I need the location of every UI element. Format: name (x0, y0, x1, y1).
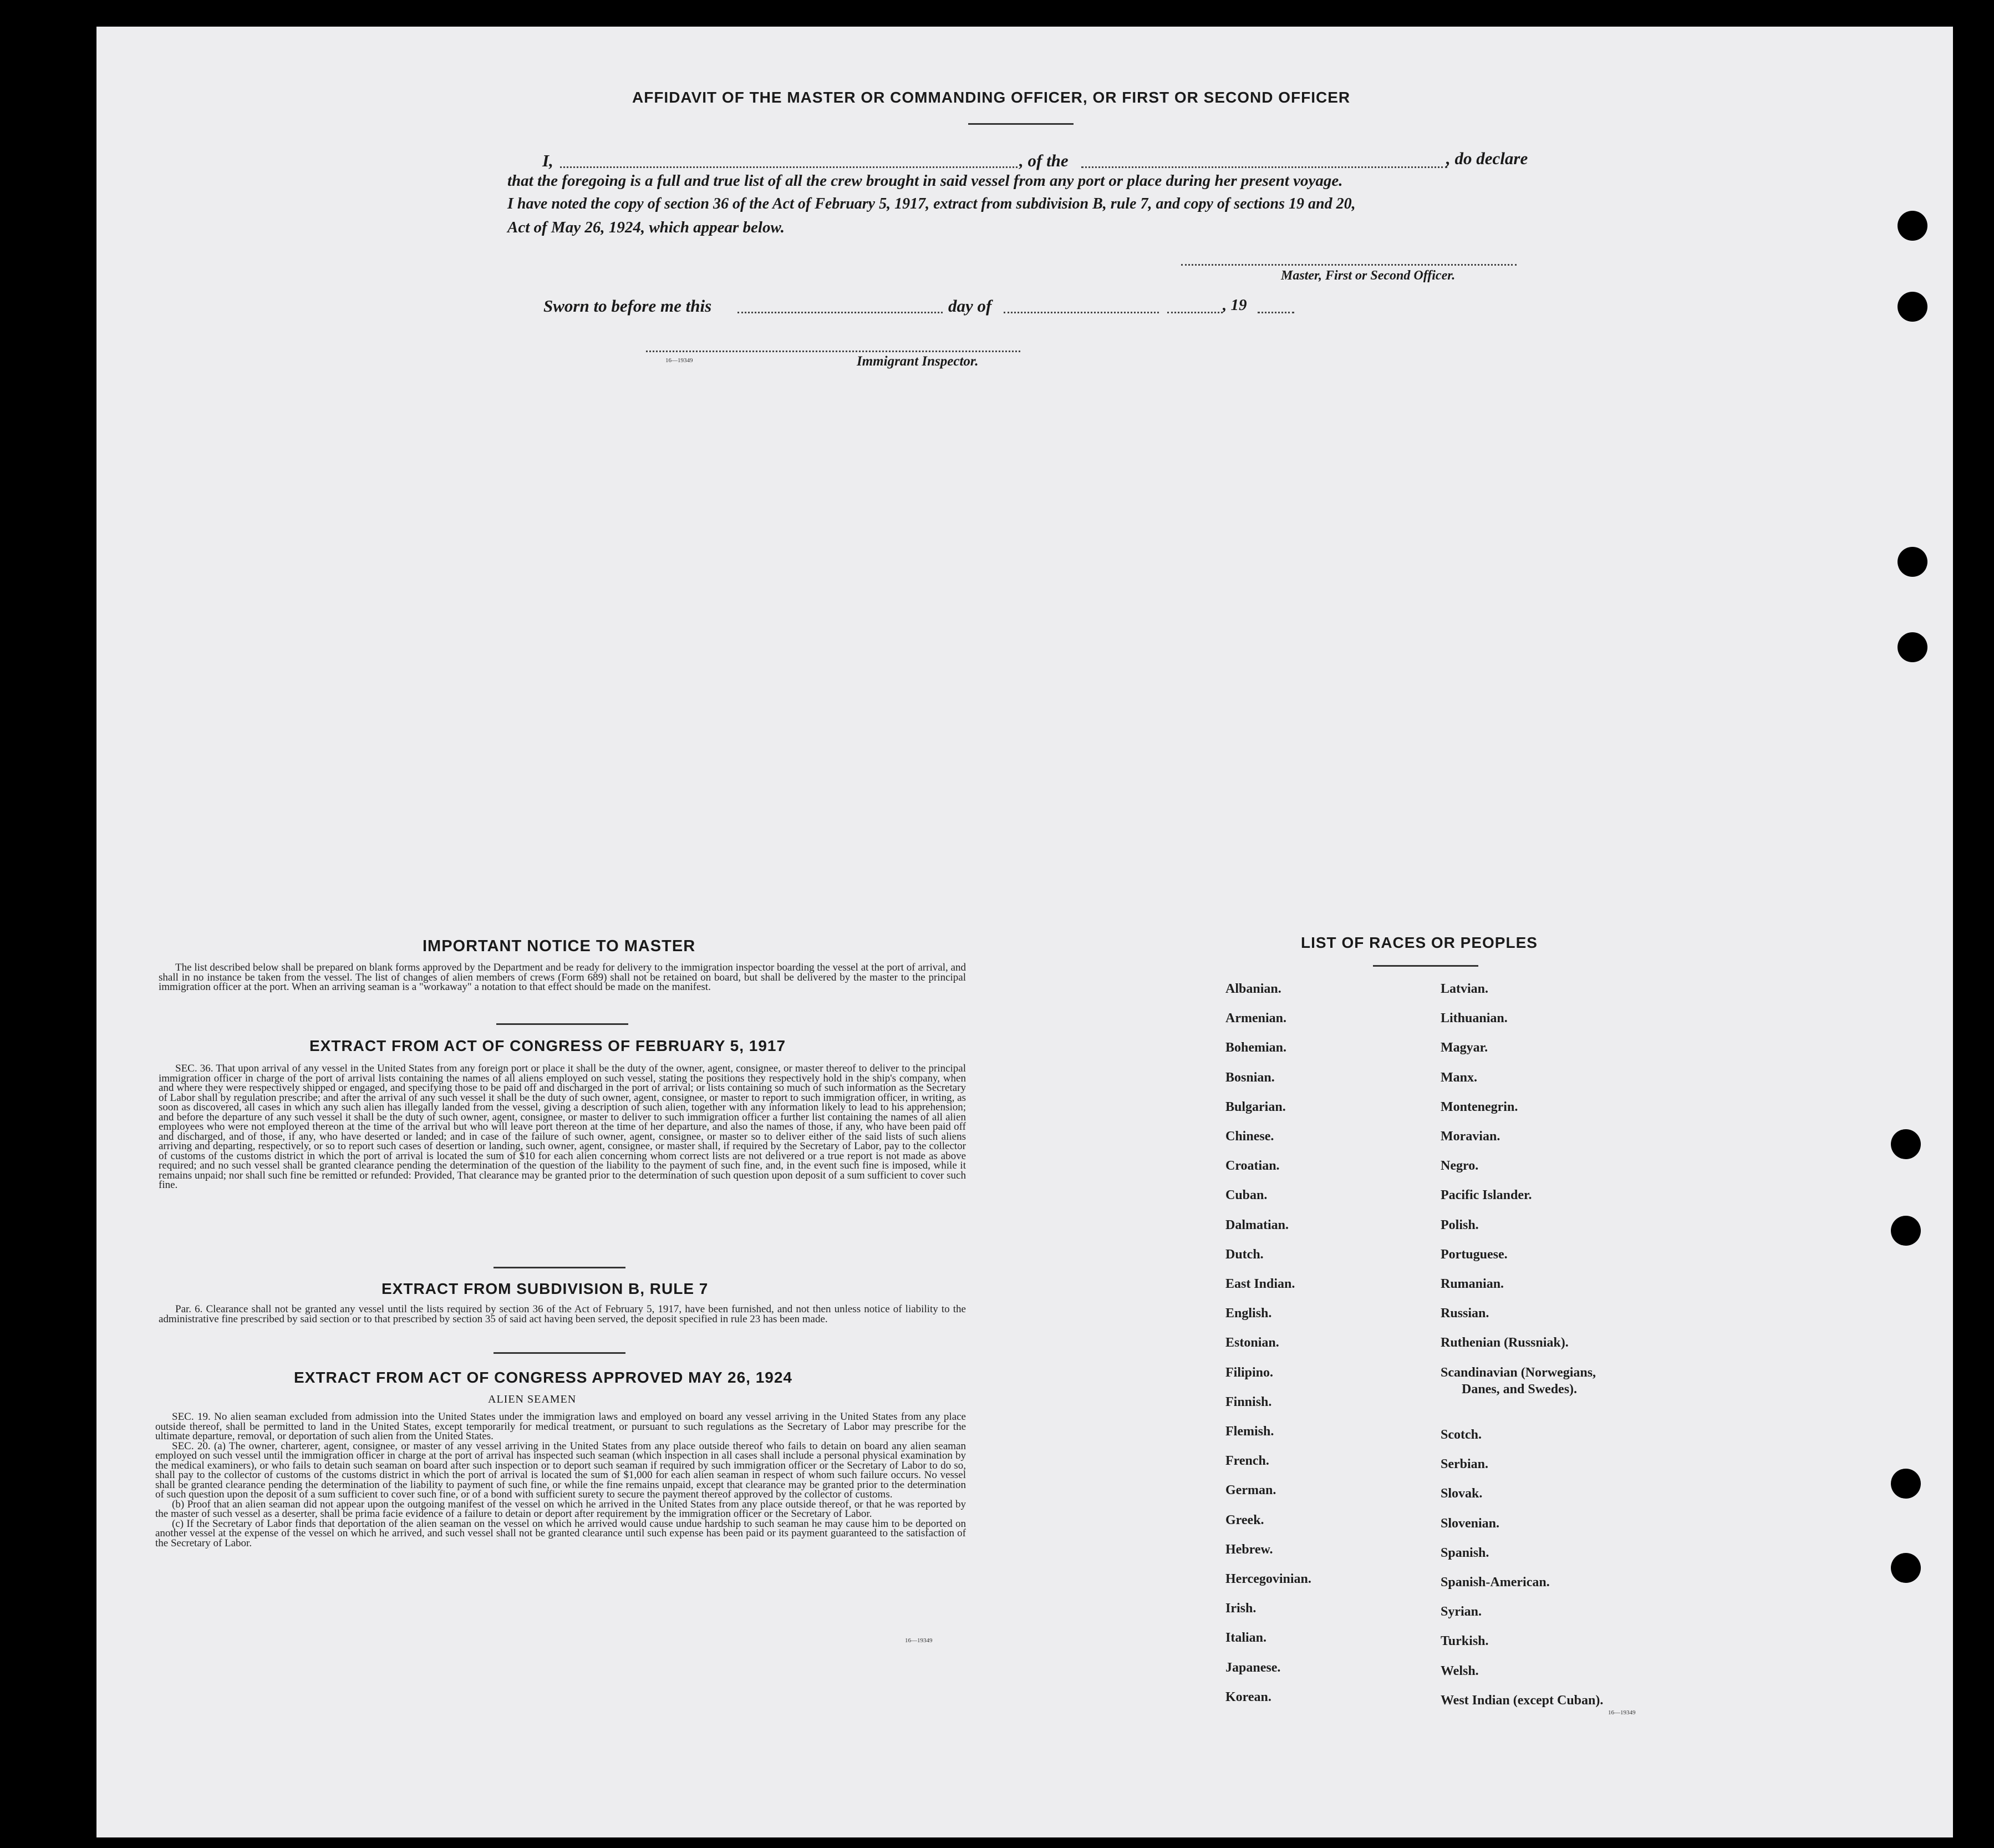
race-item: Croatian. (1225, 1159, 1280, 1174)
form-number: 16—19349 (1608, 1709, 1636, 1716)
race-item: Rumanian. (1441, 1277, 1504, 1291)
race-item: English. (1225, 1306, 1272, 1321)
race-item: Magyar. (1441, 1040, 1488, 1055)
notice-title: IMPORTANT NOTICE TO MASTER (423, 937, 696, 955)
year-field[interactable] (1258, 312, 1294, 313)
race-item: Chinese. (1225, 1129, 1274, 1144)
race-item: Japanese. (1225, 1660, 1281, 1675)
affidavit-of-the: , of the (1019, 151, 1069, 170)
binder-hole (1898, 632, 1927, 662)
race-item: Spanish-American. (1441, 1575, 1550, 1590)
race-item: Latvian. (1441, 982, 1489, 996)
affidavit-i-label: I, (542, 151, 553, 170)
extract-1924-text (155, 1412, 966, 1548)
divider (968, 123, 1074, 125)
race-item: Cuban. (1225, 1188, 1268, 1203)
month-field[interactable] (1004, 312, 1159, 313)
binder-hole (1891, 1129, 1921, 1159)
binder-hole (1898, 547, 1927, 577)
affidavit-title: AFFIDAVIT OF THE MASTER OR COMMANDING OFFICER, OR FIRST OR SECOND OFFICER (632, 89, 1351, 106)
binder-hole (1891, 1469, 1921, 1499)
name-field[interactable] (560, 166, 1018, 168)
day-of-label: day of (948, 296, 992, 316)
race-item: Serbian. (1441, 1457, 1489, 1472)
race-item: East Indian. (1225, 1277, 1295, 1291)
sworn-label: Sworn to before me this (543, 296, 712, 316)
race-item: Montenegrin. (1441, 1099, 1518, 1114)
race-item: Hebrew. (1225, 1542, 1273, 1557)
race-item: Polish. (1441, 1217, 1479, 1232)
race-item: Welsh. (1441, 1663, 1479, 1678)
race-item: Portuguese. (1441, 1247, 1508, 1262)
race-item: Dutch. (1225, 1247, 1264, 1262)
divider (494, 1352, 625, 1354)
race-item: Dalmatian. (1225, 1217, 1289, 1232)
race-item: Slovak. (1441, 1486, 1483, 1501)
race-item: Albanian. (1225, 982, 1281, 996)
race-item: Hercegovinian. (1225, 1572, 1311, 1586)
sec-19: SEC. 19. No alien seaman excluded from admission into the United States under the immigration laws and employed on board any vessel arriving in the United States from any place outside thereof, shall be permitted to land in the United States, except temporarily for medical treatment, or pursuant to such regulations as the Secretary of Labor may prescribe for the ultimate departure, removal, or deportation of such alien from the United States. (155, 1411, 966, 1442)
race-item: Flemish. (1225, 1424, 1274, 1439)
race-item: Italian. (1225, 1631, 1267, 1646)
race-item: German. (1225, 1483, 1276, 1498)
race-item: Filipino. (1225, 1365, 1274, 1380)
race-item: Scotch. (1441, 1428, 1482, 1442)
race-item: Estonian. (1225, 1336, 1279, 1351)
binder-hole (1891, 1216, 1921, 1246)
year-label: , 19 (1223, 296, 1247, 314)
month-field-2[interactable] (1167, 312, 1223, 313)
race-item: Bulgarian. (1225, 1099, 1286, 1114)
extract-1924-title: EXTRACT FROM ACT OF CONGRESS APPROVED MAY 26, 1924 (294, 1369, 792, 1386)
form-number: 16—19349 (665, 357, 693, 364)
signature-field[interactable] (1181, 264, 1517, 266)
affidavit-do-declare: , do declare (1446, 149, 1528, 168)
race-item: Negro. (1441, 1159, 1479, 1174)
race-item: Turkish. (1441, 1634, 1489, 1649)
race-item: Scandinavian (Norwegians, (1441, 1365, 1596, 1380)
race-item: Armenian. (1225, 1011, 1286, 1026)
divider (494, 1267, 625, 1268)
inspector-signature-field[interactable] (646, 351, 1020, 352)
race-item: Syrian. (1441, 1605, 1482, 1619)
race-item: Spanish. (1441, 1545, 1489, 1560)
affidavit-line-2: that the foregoing is a full and true list of all the crew brought in said vessel from any port or place during her present voyage. (507, 172, 1343, 190)
races-title: LIST OF RACES OR PEOPLES (1301, 934, 1538, 951)
affidavit-line-4: Act of May 26, 1924, which appear below. (507, 219, 785, 236)
race-item: Finnish. (1225, 1394, 1272, 1409)
alien-seamen-subtitle: ALIEN SEAMEN (488, 1393, 577, 1405)
race-item: Bosnian. (1225, 1070, 1275, 1085)
race-item: West Indian (except Cuban). (1441, 1693, 1604, 1708)
affidavit-line-3: I have noted the copy of section 36 of the Act of February 5, 1917, extract from subdivision B, rule 7, and copy of sections 19 and 20, (507, 195, 1356, 212)
race-item: Irish. (1225, 1601, 1257, 1616)
sec-20a: SEC. 20. (a) The owner, charterer, agent, consignee, or master of any vessel arriving in the United States from any place outside thereof who fails to detain on board any alien seaman employed on such vessel until the immigration officer in charge at the port of arrival has inspected such seaman (which inspection in all cases shall include a personal physical examination by the medical examiners), or who fails to detain such seaman on board after such inspection or to deport such seaman if required by such immigration officer or the Secretary of Labor to do so, shall pay to the collector of customs of the customs district in which the port of arrival is located the sum of $1,000 for each alien seaman in respect of whom such failure occurs. No vessel shall be granted clearance pending the determination of the liability to payment of such fine, or while the fine remains unpaid, except that clearance may be granted prior to the determination of such question upon the deposit of a sum sufficient to cover such fine, or of a bond with sufficient surety to secure the payment thereof approved by the collector of customs. (155, 1440, 966, 1500)
signature-label: Master, First or Second Officer. (1281, 268, 1456, 283)
race-item: French. (1225, 1454, 1269, 1469)
form-number: 16—19349 (905, 1637, 933, 1644)
sec-20b: (b) Proof that an alien seaman did not appear upon the outgoing manifest of the vessel on which he arrived in the United States from any place outside thereof, or that he was reported by the master of such vessel as a deserter, shall be prima facie evidence of a failure to detain or deport after requirement by the immigration officer or the Secretary of Labor. (155, 1498, 966, 1520)
race-item: Slovenian. (1441, 1516, 1500, 1531)
race-item: Bohemian. (1225, 1040, 1287, 1055)
extract-rule7-text: Par. 6. Clearance shall not be granted any vessel until the lists required by section 36 of the Act of February 5, 1917, have been furnished, and not then unless notice of liability to the administrative fine prescribed by said section or to that prescribed by section 35 of said act having been served, the deposit specified in rule 23 has been made. (159, 1303, 966, 1325)
extract-1917-text: SEC. 36. That upon arrival of any vessel in the United States from any foreign port or place it shall be the duty of the owner, agent, consignee, or master thereof to deliver to the principal immigration officer in charge of the port of arrival lists containing the names of all aliens employed on such vessel, stating the positions they respectively hold in the ship's company, when and where they were respectively shipped or engaged, and specifying those to be paid off and discharged in the port of arrival; or lists containing so much of such information as the Secretary of Labor shall by regulation prescribe; and after the arrival of any such vessel it shall be the duty of such owner, agent, consignee, or master to report to such immigration officer, in writing, as soon as discovered, all cases in which any such alien has illegally landed from the vessel, giving a description of such alien, together with any information likely to lead to his apprehension; and before the departure of any such vessel it shall be the duty of such owner, agent, consignee, or master to deliver to such immigration officer a further list containing the names of all alien employees who were not employed thereon at the time of the arrival but who will leave port thereon at the time of her departure, and also the names of those, if any, who have been paid off and discharged, and of those, if any, who have deserted or landed; and in case of the failure of such owner, agent, consignee, or master so to deliver either of the said lists of such aliens arriving and departing, respectively, or so to report such cases of desertion or landing, such owner, agent, consignee, or master shall, if required by the Secretary of Labor, pay to the collector of customs of the customs district in which the port of arrival is located the sum of $10 for each alien concerning whom correct lists are not delivered or a true report is not made as above required; and no such vessel shall be granted clearance pending the determination of the question of the liability to the payment of such fine, and, in the event such fine is imposed, while it remains unpaid; nor shall such fine be remitted or refunded: Provided, That clearance may be granted prior to the determination of such question upon deposit of a sum sufficient to cover such fine. (159, 1063, 966, 1191)
race-item: Korean. (1225, 1689, 1271, 1704)
binder-hole (1898, 292, 1927, 322)
race-item: Ruthenian (Russniak). (1441, 1336, 1569, 1351)
race-item: Manx. (1441, 1070, 1477, 1085)
divider (1373, 965, 1478, 967)
document-page (96, 27, 1953, 1837)
vessel-field[interactable] (1081, 166, 1447, 168)
divider (496, 1023, 628, 1025)
sec-20c: (c) If the Secretary of Labor finds that deportation of the alien seaman on the vessel on which he arrived would cause undue hardship to such seaman he may cause him to be deported on another vessel at the expense of the vessel on which he arrived, and such vessel shall not be granted clearance until such expense has been paid or its payment guaranteed to the satisfaction of the Secretary of Labor. (155, 1517, 966, 1549)
extract-1917-title: EXTRACT FROM ACT OF CONGRESS OF FEBRUARY 5, 1917 (309, 1037, 786, 1054)
race-item: Russian. (1441, 1306, 1489, 1321)
race-item: Danes, and Swedes). (1462, 1382, 1578, 1397)
race-item: Lithuanian. (1441, 1011, 1508, 1026)
inspector-label: Immigrant Inspector. (857, 354, 979, 369)
binder-hole (1891, 1553, 1921, 1583)
day-field[interactable] (737, 312, 943, 313)
race-item: Greek. (1225, 1512, 1264, 1527)
binder-hole (1898, 211, 1927, 241)
race-item: Pacific Islander. (1441, 1188, 1532, 1203)
extract-rule7-title: EXTRACT FROM SUBDIVISION B, RULE 7 (381, 1280, 709, 1297)
notice-text: The list described below shall be prepared on blank forms approved by the Department and be ready for delivery to the immigration inspector boarding the vessel at the port of arrival, and shall in no instance be taken from the vessel. The list of changes of alien members of crews (Form 689) shall not be retained on board, but shall be delivered by the master to the principal immigration officer at the port. When an arriving seaman is a "workaway" a notation to that effect should be made on the manifest. (159, 962, 966, 993)
race-item: Moravian. (1441, 1129, 1500, 1144)
